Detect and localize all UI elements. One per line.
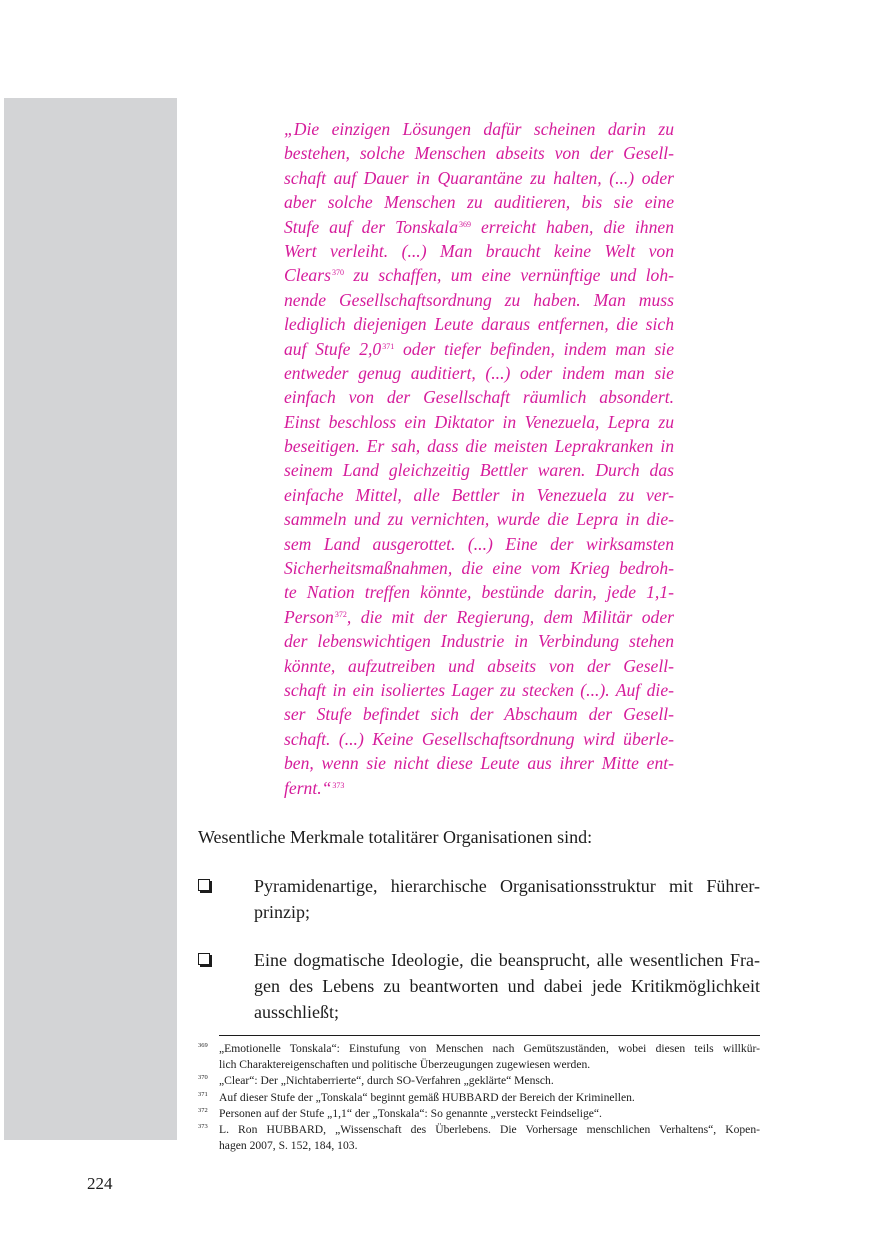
list-item-line: ausschließt; [254, 1002, 339, 1022]
quote-line: Wert verleiht. (...) Man braucht keine Welt von [284, 240, 674, 261]
footnote-ref: 369 [459, 219, 471, 229]
footnote [198, 1090, 760, 1106]
footnote-number: 369 [198, 1042, 208, 1049]
quote-text: fernt.“ [284, 777, 332, 798]
quote-line: te Nation treffen könnte, bestünde darin, jede 1,1- [284, 582, 674, 603]
quote-line: ser Stufe befindet sich der Abschaum der Gesell- [284, 704, 674, 725]
quote-line: der lebenswichtigen Industrie in Verbindung stehen [284, 631, 674, 652]
page-number: 224 [87, 1174, 113, 1193]
quote-text: , die mit der Regierung, dem Militär oder [346, 606, 674, 627]
quote-line: könnte, aufzutreiben und abseits von der Gesell- [284, 655, 674, 676]
footnote-line: „Clear“: Der „Nichtaberrierte“, durch SO-Verfahren „geklärte“ Mensch. [219, 1074, 554, 1088]
footnotes [198, 1041, 760, 1154]
quote-line: einfache Mittel, alle Bettler in Venezuela zu ver- [284, 484, 674, 505]
footnote [198, 1122, 760, 1154]
quote-line [284, 337, 674, 361]
quote-line: schaft. (...) Keine Gesellschaftsordnung wird überle- [284, 728, 674, 749]
quote-line: ben, wenn sie nicht diese Leute aus ihrer Mitte ent- [284, 753, 674, 774]
list-item-line: Eine dogmatische Ideologie, die beansprucht, alle wesentlichen Fra- [254, 950, 760, 970]
quote-text: Clears [284, 265, 331, 286]
footnote-line: Personen auf der Stufe „1,1“ der „Tonskala“: So genannte „versteckt Feindselige“. [219, 1106, 602, 1120]
quote-line: entweder genug auditiert, (...) oder indem man sie [284, 362, 674, 383]
footnote [198, 1073, 760, 1089]
quote-line: Einst beschloss ein Diktator in Venezuela, Lepra zu [284, 411, 674, 432]
footnote-line: „Emotionelle Tonskala“: Einstufung von Menschen nach Gemütszuständen, wobei diesen teils willkür- [219, 1042, 760, 1055]
footnote-number: 371 [198, 1090, 208, 1098]
footnote-ref: 371 [382, 341, 395, 351]
footnote-number: 373 [198, 1123, 208, 1131]
quote-text: oder tiefer befinden, indem man sie [394, 338, 675, 359]
quote-line: sem Land ausgerottet. (...) Eine der wirksamsten [284, 533, 674, 554]
quote-line: „Die einzigen Lösungen dafür scheinen darin zu [284, 119, 674, 139]
quote-text: Stufe auf der Tonskala [284, 216, 458, 237]
footnote-separator [219, 1035, 760, 1036]
quote-line: aber solche Menschen zu auditieren, bis sie eine [284, 192, 674, 213]
block-quote [284, 117, 674, 800]
footnote-line: Auf dieser Stufe der „Tonskala“ beginnt gemäß HUBBARD der Bereich der Kriminellen. [219, 1090, 635, 1104]
footnote-number: 370 [198, 1074, 208, 1082]
footnote [198, 1106, 760, 1122]
quote-text: Person [284, 606, 334, 627]
quote-text: zu schaffen, um eine vernünftige und loh- [343, 265, 674, 286]
quote-text: auf Stufe 2,0 [284, 338, 382, 359]
list-item-line: gen des Lebens zu beantworten und dabei jede Kritikmöglichkeit [254, 976, 760, 996]
quote-line: schaft auf Dauer in Quarantäne zu halten, (...) oder [284, 167, 674, 188]
list-item [198, 947, 760, 1025]
quote-line [284, 776, 674, 800]
footnote-ref: 372 [334, 609, 347, 619]
margin-band [4, 98, 177, 1140]
footnote [198, 1041, 760, 1073]
quote-line: schaft in ein isoliertes Lager zu stecken (...). Auf die- [284, 679, 674, 700]
quote-line [284, 215, 674, 239]
quote-line: bestehen, solche Menschen abseits von der Gesell- [284, 143, 674, 164]
quote-text: erreicht haben, die ihnen [471, 216, 674, 237]
list-item [198, 873, 760, 925]
footnote-line: lich Charaktereigenschaften und politische Überzeugungen zugewiesen werden. [219, 1058, 591, 1072]
footnote-number: 372 [198, 1106, 208, 1114]
footnote-ref: 373 [332, 780, 345, 790]
quote-line: Sicherheitsmaßnahmen, die eine vom Krieg bedroh- [284, 558, 674, 579]
checkbox-icon [198, 879, 210, 891]
list-item-line: Pyramidenartige, hierarchische Organisationsstruktur mit Führer- [254, 876, 760, 896]
footnote-line: L. Ron HUBBARD, „Wissenschaft des Überlebens. Die Vorhersage menschlichen Verhaltens“, Kopen- [219, 1123, 760, 1137]
list-item-line: prinzip; [254, 902, 310, 922]
quote-line [284, 605, 674, 629]
quote-line: seinem Land gleichzeitig Bettler waren. Durch das [284, 460, 674, 481]
footnote-line: hagen 2007, S. 152, 184, 103. [219, 1139, 358, 1153]
checkbox-icon [198, 953, 210, 965]
quote-line: sammeln und zu vernichten, wurde die Lepra in die- [284, 509, 674, 530]
quote-line [284, 263, 674, 287]
quote-line: einfach von der Gesellschaft räumlich absondert. [284, 387, 674, 408]
quote-line: nende Gesellschaftsordnung zu haben. Man muss [284, 289, 674, 310]
intro-text: Wesentliche Merkmale totalitärer Organisationen sind: [198, 827, 593, 847]
footnote-ref: 370 [331, 268, 344, 278]
quote-line: beseitigen. Er sah, dass die meisten Leprakranken in [284, 436, 674, 457]
quote-line: lediglich diejenigen Leute daraus entfernen, die sich [284, 314, 674, 335]
